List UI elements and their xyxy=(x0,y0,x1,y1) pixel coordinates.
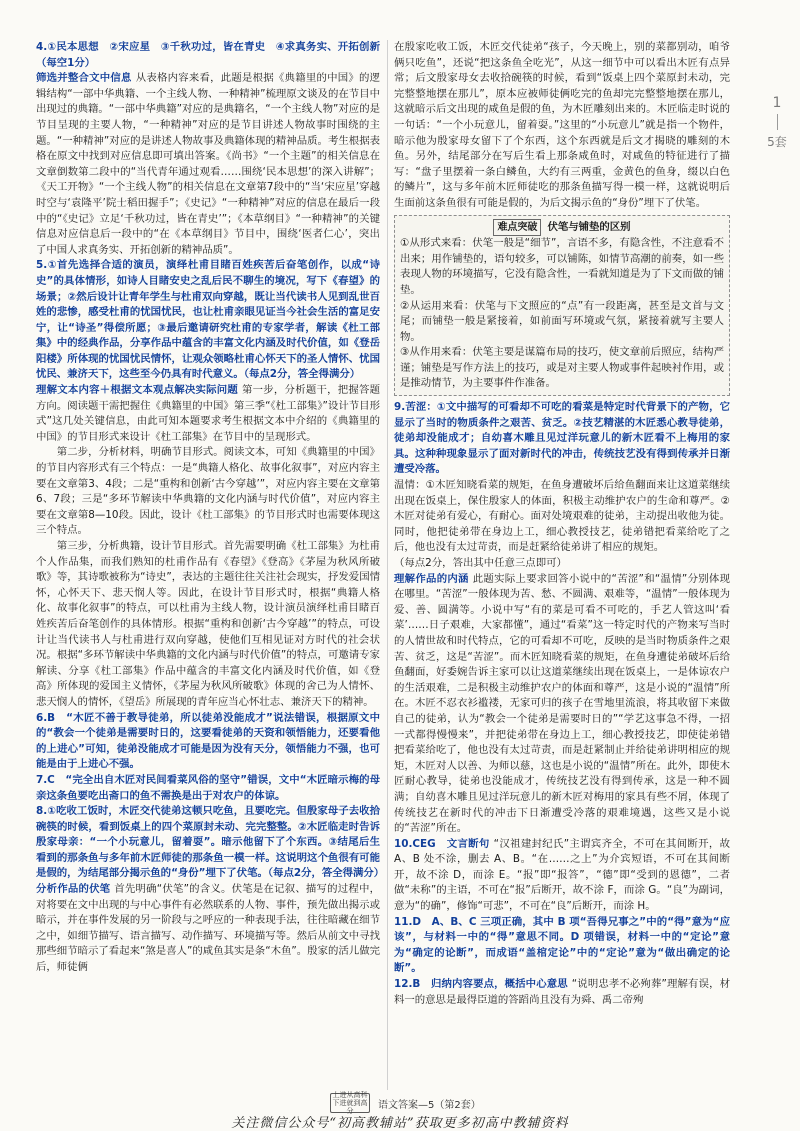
tip-box-title: 伏笔与铺垫的区别 xyxy=(547,220,631,233)
set-tab-label: 5套 xyxy=(767,135,787,149)
explanation-paragraph xyxy=(36,882,380,976)
explanation-text: 此题实际上要求回答小说中的“苦涩”和“温情”分别体现在哪里。“苦涩”一般体现为苦、愁、不圆满、艰难等，“温情”一般体现为爱、善、圆满等。小说中写“有的菜是可看不可吃的，手艺人管这叫‘看菜’……日子艰难，大家都懂”，通过“看菜”这一特定时代的产物来写当时的人情世故和时代特点，它的可看却不可吃，反映的是当时物质条件之艰苦、贫乏，这是“苦涩”。而木匠知晓看菜的规矩，在鱼身遭徒弟破坏后给鱼翻面，好委婉告诉主家可以让这道菜继续出现在饭桌上，一是体谅农户的生活艰难，二是积极主动维护农户的体面和尊严，这是小说的“温情”所在。木匠不忍衣衫褴褛，无家可归的孩子在雪地里流浪，将其收留下来做自己的徒弟，认为“教会一个徒弟是需要时日的”“学艺这事急不得，一招一式都得慢慢来”，并把徒弟带在身边上工，细心教授技艺，即使徒弟错把看菜给吃了，他也没有太过苛责，而是赶紧制止并给徒弟讲明相应的规矩，木匠对人以善、为师以慈，这也是小说的“温情”所在。此外，即使木匠耐心教导，徒弟也没能成才，传统技艺没有得到传承，这是一种不圆满；自幼喜木雕且见过洋玩意儿的新木匠对梅用的家具有些不屑，体现了传统技艺在新时代的冲击下日渐遭受冷落的艰难境遇，这些又是小说的“苦涩”所在。 xyxy=(394,572,730,835)
body-paragraph: 温情：①木匠知晓看菜的规矩，在鱼身遭破坏后给鱼翻面来让这道菜继续出现在饭桌上，保住殷家人的体面，积极主动维护农户的生命和尊严。②木匠对徒弟有爱心，有耐心。面对处境艰难的徒弟，主动提出收他为徒。同时，他把徒弟带在身边上工，细心教授技艺，徒弟错把看菜给吃了之后，他也没有太过苛责，而是赶紧给徒弟讲了相应的规矩。 xyxy=(394,479,730,554)
explanation-paragraph xyxy=(394,572,730,837)
explanation-label: 12.B 归纳内容要点，概括中心意思 xyxy=(394,978,568,991)
explanation-text: “说明忠孝不必殉葬”理解有误，材料一的意思是最得臣道的答蹈尚且没有为舜、禹二帝殉 xyxy=(394,978,730,1006)
left-column xyxy=(36,40,385,976)
tip-box-item: ①从形式来看：伏笔一般是“细节”，言语不多，有隐含性，不注意看不出来；用作铺垫的，语句较多，可以铺陈，如情节高潮的前奏，如一些表现人物的环境描写，它没有隐含性，一看就知道是为了下文而做的铺垫。 xyxy=(400,237,724,296)
explanation-label: 分析作品的伏笔 xyxy=(36,883,111,896)
watermark-note: 关注微信公众号“初高教辅站”获取更多初高中教辅资料 xyxy=(231,1116,569,1131)
answer-item: 4.①民本思想 ②宋应星 ③千秋功过，皆在青史 ④求真务实、开拓创新（每空1分） xyxy=(36,41,380,69)
tip-box-header xyxy=(400,219,724,237)
tip-box-label: 难点突破 xyxy=(493,219,541,237)
logo-line-1: 上进从高科 xyxy=(332,1091,368,1099)
body-paragraph: 在殷家吃收工饭，木匠交代徒弟“孩子，今天晚上，别的菜都别动，咱爷俩只吃鱼”，还说“把这条鱼全吃光”，从这一细节中可以看出木匠有点异常；后文殷家母女去收拾碗筷的时候，看到“饭桌上四个菜原封未动，完完整整地摆在那儿”，原本应被师徒俩吃完的鱼却完完整整地摆在那儿，这就暗示后文出现的咸鱼是假的鱼，为木匠雕刻出来的。木匠临走时说的一句话：“一个小玩意儿，留着耍。”这里的“小玩意儿”就是指一个物件，暗示他为殷家母女留下了个东西，这个东西就是后文才揭晓的雕刻的木鱼。另外，结尾部分在写后生看上那条咸鱼时，对咸鱼的特征进行了描写：“盘子里摆着一条白鳞鱼，大约有三两重，金黄色的鱼身，缀以白色的鳞片”，这与多年前木匠师徒吃的那条鱼描写得一模一样，这就说明后生面前这条鱼很有可能是假的，为后文揭示鱼的“身份”埋下了伏笔。 xyxy=(394,41,730,209)
explanation-paragraph xyxy=(36,383,380,445)
explanation-text: 第一步，分析题干，把握答题方向。阅读题干需把握住《典籍里的中国》第三季“《杜工部集》”设计节目形式”这几处关键信息，由此可知本题要求考生根据文本中介绍的《典籍里的中国》的节目形式来设计《杜工部集》在节目中的呈现形式。 xyxy=(36,384,381,443)
explanation-label: 筛选并整合文中信息 xyxy=(36,72,132,85)
body-paragraph: 第三步，分析典籍，设计节目形式。首先需要明确《杜工部集》为杜甫个人作品集，而我们熟知的杜甫作品有《春望》《登高》《茅屋为秋风所破歌》等，其诗歌被称为“诗史”，表达的主题往往关注社会现实，抒发爱国情怀，心怀天下、悲天悯人等。因此，在设计节目形式时，根据“典籍人格化、故事化叙事”的特点，可以杜甫为主线人物，设计演员演绎杜甫目睹百姓疾苦后奋笔创作的具体情形。根据“重构和创新‘古今穿越’”的特点，可设计让当代读书人与杜甫进行双向穿越，使他们互相见证对方时代的社会状况。根据“多环节解读中华典籍的文化内涵与时代价值”的特点，可邀请专家解读、分享《杜工部集》作品中蕴含的丰富文化内涵及时代价值，如《登高》所体现的爱国主义情怀，《茅屋为秋风所破歌》体现的舍己为人情怀、悲天悯人的情怀，《望岳》所展现的青年应当心怀壮志、兼济天下的精神。 xyxy=(36,540,380,708)
body-paragraph: 第二步，分析材料，明确节目形式。阅读文本，可知《典籍里的中国》的节目内容形式有三个特点：一是“典籍人格化、故事化叙事”，对应内容主要在文章第3、4段；二是“重构和创新‘古今穿越’”，对应内容主要在文章第6、7段；三是“多环节解读中华典籍的文化内涵与时代价值”，对应内容主要在文章第8—10段。因此，设计《杜工部集》的节目形式时也需要体现这三个特点。 xyxy=(36,446,380,537)
explanation-label: 理解文本内容＋根据文本观点解决实际问题 xyxy=(36,384,239,397)
explanation-label: 理解作品的内涵 xyxy=(394,572,469,585)
tip-box-item: ③从作用来看：伏笔主要是谋篇布局的技巧，使文章前后照应，结构严谨；铺垫是写作方法上的技巧，或是对主要人物或事件起映衬作用，或是推动情节，为主要事件作准备。 xyxy=(400,346,724,390)
answer-item: 8.①吃收工饭时，木匠交代徒弟这顿只吃鱼，且要吃完。但殷家母子去收拾碗筷的时候，看到饭桌上的四个菜原封未动、完完整整。②木匠临走时告诉殷家母亲：“一个小玩意儿，留着耍”。暗示他留下了个东西。③结尾后生看到的那条鱼与多年前木匠师徒的那条鱼一模一样。这说明这个鱼很有可能是假的，为结尾部分揭示鱼的“身份”埋下了伏笔。（每点2分，答全得满分） xyxy=(36,805,385,880)
explanation-paragraph xyxy=(394,837,730,915)
explanation-paragraph xyxy=(394,977,730,1008)
explanation-label: 10.CEG 文言断句 xyxy=(394,837,490,850)
answer-item: 6.B “木匠不善于教导徒弟，所以徒弟没能成才”说法错误，根据原文中的“教会一个徒弟是需要时日的，这要看徒弟的天资和领悟能力，还要看他的上进心”可知，徒弟没能成才可能是因为没有天分，领悟能力不强，也可能是由于上进心不强。 xyxy=(36,711,380,771)
column-divider xyxy=(387,40,388,1090)
answer-item: 9.苦涩：①文中描写的可看却不可吃的看菜是特定时代背景下的产物，它显示了当时的物质条件之艰苦、贫乏。②技艺精湛的木匠悉心教导徒弟，徒弟却没能成才；自幼喜木雕且见过洋玩意儿的新木匠看不上梅用的家具。这种种现象显示了面对新时代的冲击，传统技艺没有得到传承并日渐遭受冷落。 xyxy=(394,401,730,476)
explanation-text: “汉祖建封纪氏”主谓宾齐全，不可在其间断开，故 A、B 处不涂，删去 A、B。“在……之上”为介宾短语，不可在其间断开，故不涂 D，而涂 E。“报”即“报答”，“德”即“受到的恩德”，二者做“未称”的主语，不可在“报”后断开，故不涂 F，而涂 G。“良”为副词，意为“的确”，修饰“可悲”，不可在“良”后断开，而涂 H。 xyxy=(394,837,730,913)
answer-item: 7.C “完全出自木匠对民间看菜风俗的坚守”错误，文中“木匠暗示梅的母亲这条鱼要吃出斋口的鱼不需换是出于对农户的体谅。 xyxy=(36,773,380,802)
page-number-label: 语文答案—5（第2套） xyxy=(378,1099,481,1111)
tip-box xyxy=(394,215,730,397)
answer-item: 11.D A、B、C 三项正确，其中 B 项“吾得兄事之”中的“得”意为“应该”，与材料一中的“得”意思不同。D 项错误，材料一中的“定论”意为“确定的论断”，而成语“盖棺定论”中的“定论”意为“做出确定的论断”。 xyxy=(394,915,730,975)
right-column xyxy=(394,40,730,1008)
logo-line-2: 下进就到高分 xyxy=(332,1099,368,1115)
explanation-text: 从表格内容来看，此题是根据《典籍里的中国》的逻辑结构“一部中华典籍、一个主线人物、一种精神”梳理原文谈及的在节目中出现过的典籍。“一部中华典籍”对应的是典籍名，“一个主线人物”对应的是节目呈现的主要人物，“一种精神”对应的是节目讲述人物故事时围绕的主题。“一种精神”对应的是讲述人物故事及典籍体现的精神品质。考生根据表格在原文中找到对应信息即可填出答案。《尚书》“一个主题”的相关信息在文章倒数第二段中的“当代青年通过观看……围绕‘民本思想’的深入讲解”；《天工开物》“一个主线人物”的相关信息在文章第7段中的“当‘宋应星’穿越时空与‘袁隆平’院士稻田握手”；《史记》“一种精神”对应的信息在最后一段中的“《史记》立足‘千秋功过，皆在青史’”；《本草纲目》“一种精神”的关键信息对应信息后一段中的“在《本草纲目》节目中，围绕‘医者仁心’，突出了中国人求真务实、开拓创新的精神品质”。 xyxy=(36,72,381,256)
set-tab xyxy=(764,95,790,150)
answer-item: 5.①首先选择合适的演员，演绎杜甫目睹百姓疾苦后奋笔创作，以成“诗史”的具体情形，如诗人目睹安史之乱后民不聊生的境况，写下《春望》的场景；②然后设计让青年学生与杜甫双向穿越，既让当代读书人见到乱世百姓的悲惨，感受杜甫的忧国忧民，也让杜甫亲眼见证当今社会生活的富足安宁，让“诗圣”得偿所愿；③最后邀请研究杜甫的专家学者，解读《杜工部集》中的经典作品，分享作品中蕴含的丰富文化内涵及时代价值，如《登岳阳楼》所体现的忧国忧民情怀，让观众领略杜甫心怀天下的圣人情怀、忧国忧民、兼济天下，这些至今仍具有时代意义。（每点2分，答全得满分） xyxy=(36,259,380,381)
explanation-text: 首先明确“伏笔”的含义。伏笔是在记叙、描写的过程中，对将要在文中出现的与中心事件有必然联系的人物、事件，预先做出揭示或暗示，并在事件发展的另一阶段与之呼应的一种表现手法，往往暗藏在细节之中，如细节描写、语言描写、动作描写、环境描写等。然后从前文中寻找那些细节暗示了看起来“煞是喜人”的咸鱼其实是条“木鱼”。殷家的活儿做完后，师徒俩 xyxy=(36,883,381,974)
set-tab-divider xyxy=(777,114,778,130)
body-paragraph: （每点2分，答出其中任意三点即可） xyxy=(394,557,567,569)
explanation-paragraph xyxy=(36,71,380,258)
page-footer xyxy=(330,1091,630,1115)
set-tab-number: 1 xyxy=(772,95,782,111)
publisher-logo xyxy=(330,1093,370,1113)
tip-box-item: ②从运用来看：伏笔与下文照应的“点”有一段距离，甚至是文首与文尾；而铺垫一般是紧接着，如前面写环境或气氛，紧接着就写主要人物。 xyxy=(400,299,724,343)
